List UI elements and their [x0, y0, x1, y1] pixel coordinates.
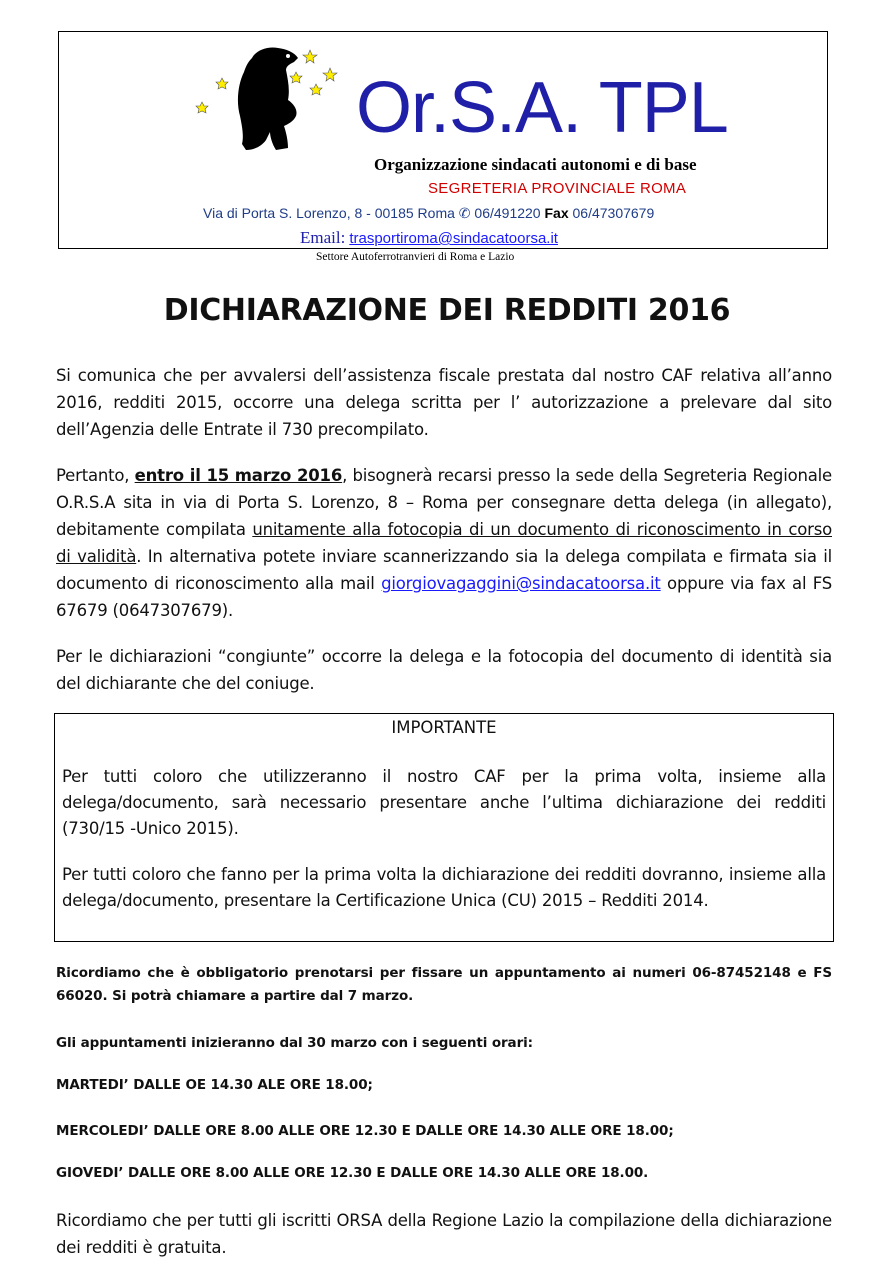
important-paragraph-2: Per tutti coloro che fanno per la prima volta la dichiarazione dei redditi dovranno, insieme alla delega/documento, presentare la Certificazione Unica (CU) 2015 – Redditi 2014.: [62, 865, 826, 910]
appointment-start: Gli appuntamenti inizieranno dal 30 marzo con i seguenti orari:: [56, 1035, 533, 1051]
bear-silhouette: [238, 47, 298, 150]
bear-stars-logo-icon: [190, 40, 350, 155]
important-box: [54, 713, 834, 942]
intro-paragraph: Si comunica che per avvalersi dell’assistenza fiscale prestata dal nostro CAF relativa all’anno 2016, redditi 2015, occorre una delega scritta per l’ autorizzazione a prelevare dal sito dell’Agenzia delle Entrate il 730 precompilato.: [56, 366, 832, 439]
important-paragraph-1: Per tutti coloro che utilizzeranno il nostro CAF per la prima volta, insieme alla delega/documento, sarà necessario presentare anche l’ultima dichiarazione dei redditi (730/15 -Unico 2015).: [62, 767, 826, 838]
required-document-text: unitamente alla fotocopia di un documento di riconoscimento in corso di validità: [56, 520, 832, 566]
closing-paragraph: Ricordiamo che per tutti gli iscritti ORSA della Regione Lazio la compilazione della dichiarazione dei redditi è gratuita.: [56, 1211, 832, 1257]
header-email-link[interactable]: trasportiroma@sindacatoorsa.it: [349, 230, 558, 247]
schedule-wednesday: MERCOLEDI’ DALLE ORE 8.00 ALLE ORE 12.30 E DALLE ORE 14.30 ALLE ORE 18.00;: [56, 1123, 674, 1139]
phone-number: 06/491220: [474, 205, 541, 221]
contact-address-line: [203, 205, 654, 222]
settore-label: Settore Autoferrotranvieri di Roma e Lazio: [316, 251, 515, 263]
important-title: IMPORTANTE: [391, 718, 497, 737]
giorgio-email-link[interactable]: giorgiovagaggini@sindacatoorsa.it: [381, 574, 661, 593]
pertanto-prefix: Pertanto,: [56, 466, 135, 485]
address: Via di Porta S. Lorenzo, 8 - 00185 Roma: [203, 205, 455, 221]
pertanto-paragraph: [56, 462, 832, 624]
organization-name: Organizzazione sindacati autonomi e di base: [374, 155, 697, 174]
fax-number: 06/47307679: [572, 205, 655, 221]
segreteria-label: SEGRETERIA PROVINCIALE ROMA: [428, 180, 687, 197]
congiunte-paragraph: Per le dichiarazioni “congiunte” occorre la delega e la fotocopia del documento di identità sia del dichiarante che del coniuge.: [56, 647, 832, 693]
appointment-reminder: Ricordiamo che è obbligatorio prenotarsi per fissare un appuntamento ai numeri 06-87452148 e FS 66020. Si potrà chiamare a partire dal 7 marzo.: [56, 965, 832, 1004]
email-label: Email:: [300, 228, 346, 247]
schedule-thursday: GIOVEDI’ DALLE ORE 8.00 ALLE ORE 12.30 E DALLE ORE 14.30 ALLE ORE 18.00.: [56, 1165, 649, 1181]
fax-label: Fax: [544, 205, 569, 221]
pertanto-end: oppure via fax al FS 67679 (0647307679).: [56, 574, 832, 620]
pertanto-middle: , bisognerà recarsi presso la sede della Segreteria Regionale O.R.S.A sita in via di Porta S. Lorenzo, 8 – Roma per consegnare detta delega (in allegato), debitamente compilata: [56, 466, 832, 539]
document-title: DICHIARAZIONE DEI REDDITI 2016: [163, 293, 731, 328]
email-line: [300, 228, 558, 248]
phone-icon: ✆: [458, 205, 471, 221]
deadline-text: entro il 15 marzo 2016: [134, 466, 343, 485]
brand-title: Or.S.A. TPL: [356, 68, 728, 148]
schedule-tuesday: MARTEDI’ DALLE OE 14.30 ALE ORE 18.00;: [56, 1077, 373, 1093]
pertanto-after: . In alternativa potete inviare scannerizzando sia la delega compilata e firmata sia il documento di riconoscimento alla mail: [56, 547, 832, 593]
